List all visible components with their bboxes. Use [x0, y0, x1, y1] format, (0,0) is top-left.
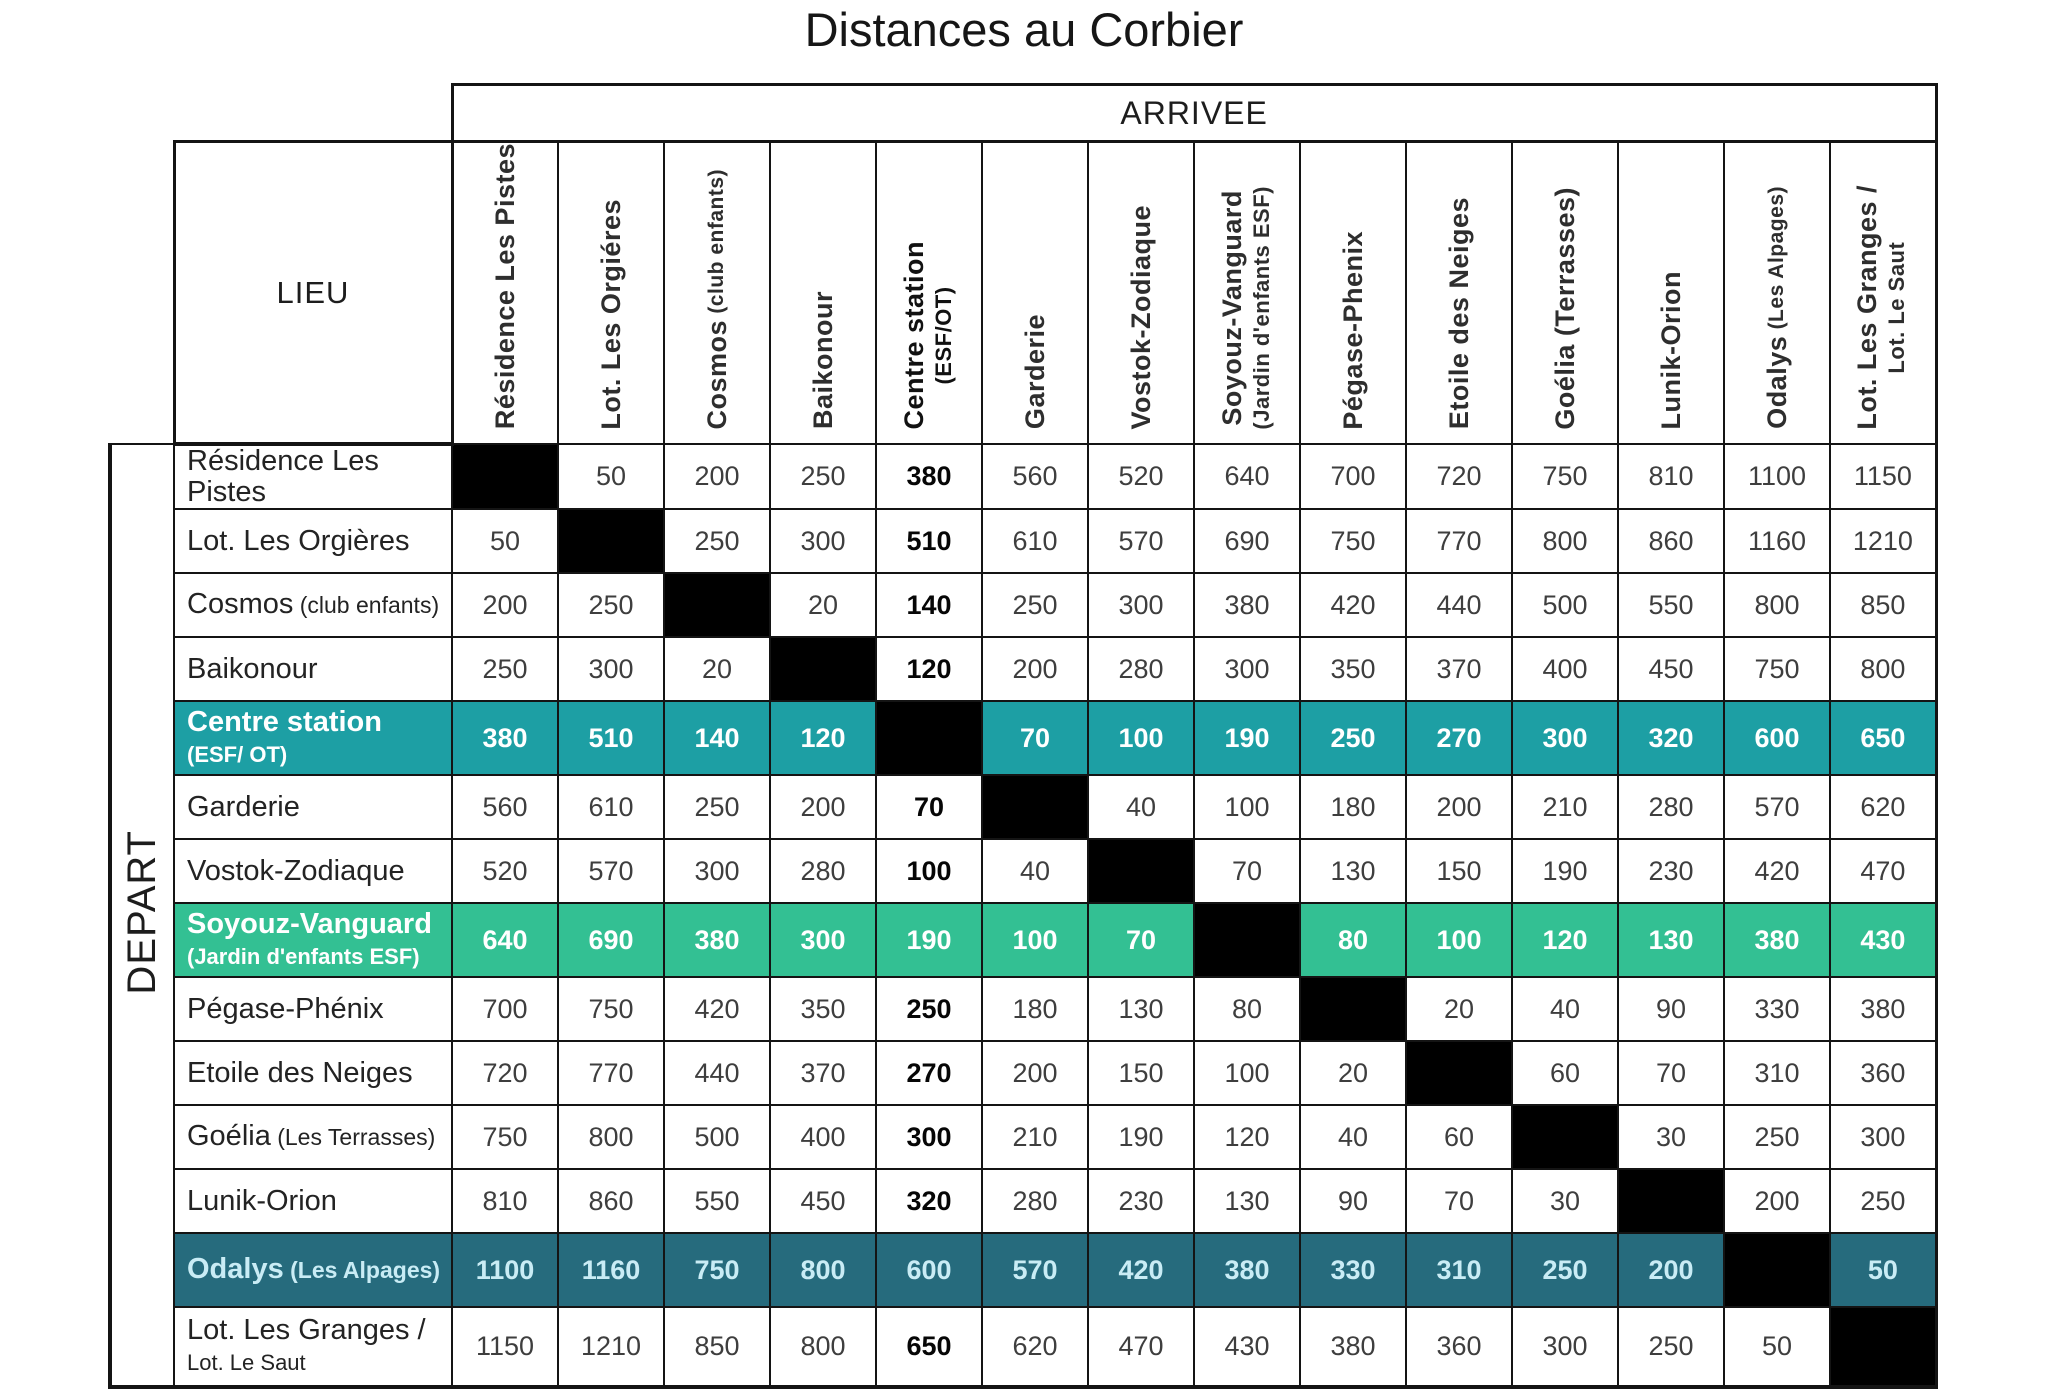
distance-cell: 40 [1300, 1105, 1406, 1169]
distance-cell: 610 [982, 509, 1088, 573]
distance-cell: 800 [770, 1233, 876, 1307]
distance-cell: 1100 [452, 1233, 558, 1307]
diagonal-cell [1088, 839, 1194, 903]
col-header-11: Goélia (Terrasses) [1512, 142, 1618, 445]
distance-cell: 50 [452, 509, 558, 573]
distance-cell: 420 [1724, 839, 1830, 903]
distance-cell: 190 [1194, 701, 1300, 775]
distance-cell: 190 [1512, 839, 1618, 903]
distance-cell: 250 [876, 977, 982, 1041]
col-header-2: Lot. Les Orgiéres [558, 142, 664, 445]
distance-cell: 150 [1088, 1041, 1194, 1105]
distance-cell: 470 [1088, 1307, 1194, 1387]
distance-cell: 250 [1830, 1169, 1936, 1233]
distance-cell: 500 [664, 1105, 770, 1169]
distance-cell: 100 [1194, 1041, 1300, 1105]
row-label-9: Pégase-Phénix [174, 977, 452, 1041]
distance-cell: 300 [770, 509, 876, 573]
row-label-1: Résidence Les Pistes [174, 444, 452, 509]
distance-cell: 130 [1088, 977, 1194, 1041]
distance-cell: 50 [558, 444, 664, 509]
distance-cell: 50 [1724, 1307, 1830, 1387]
distance-cell: 470 [1830, 839, 1936, 903]
diagonal-cell [982, 775, 1088, 839]
distance-cell: 250 [664, 509, 770, 573]
distance-cell: 90 [1618, 977, 1724, 1041]
distance-cell: 550 [664, 1169, 770, 1233]
distance-cell: 570 [1724, 775, 1830, 839]
distance-cell: 70 [1618, 1041, 1724, 1105]
distance-cell: 380 [1300, 1307, 1406, 1387]
distance-cell: 120 [876, 637, 982, 701]
distance-cell: 700 [1300, 444, 1406, 509]
distance-cell: 20 [1406, 977, 1512, 1041]
matrix-body [110, 444, 1936, 1387]
distance-cell: 200 [1724, 1169, 1830, 1233]
distance-cell: 80 [1194, 977, 1300, 1041]
distance-cell: 20 [1300, 1041, 1406, 1105]
distance-cell: 750 [1512, 444, 1618, 509]
distance-cell: 850 [664, 1307, 770, 1387]
col-header-9: Pégase-Phenix [1300, 142, 1406, 445]
distance-cell: 70 [982, 701, 1088, 775]
table-row [110, 775, 1936, 839]
row-label-11: Goélia (Les Terrasses) [174, 1105, 452, 1169]
distance-cell: 500 [1512, 573, 1618, 637]
distance-cell: 430 [1194, 1307, 1300, 1387]
row-label-3: Cosmos (club enfants) [174, 573, 452, 637]
header-spacer [110, 142, 174, 445]
distance-cell: 520 [1088, 444, 1194, 509]
distance-cell: 810 [452, 1169, 558, 1233]
col-header-13: Odalys (Les Alpages) [1724, 142, 1830, 445]
distance-cell: 360 [1830, 1041, 1936, 1105]
col-header-12: Lunik-Orion [1618, 142, 1724, 445]
distance-cell: 200 [982, 1041, 1088, 1105]
col-header-3: Cosmos (club enfants) [664, 142, 770, 445]
distance-cell: 20 [770, 573, 876, 637]
arrivee-row [110, 85, 1936, 142]
col-header-7: Vostok-Zodiaque [1088, 142, 1194, 445]
distance-cell: 300 [558, 637, 664, 701]
distance-cell: 20 [664, 637, 770, 701]
distance-cell: 100 [876, 839, 982, 903]
distance-cell: 40 [982, 839, 1088, 903]
distance-cell: 1150 [452, 1307, 558, 1387]
distance-cell: 1100 [1724, 444, 1830, 509]
distance-cell: 190 [876, 903, 982, 977]
distance-cell: 700 [452, 977, 558, 1041]
arrivee-header: ARRIVEE [452, 85, 1936, 142]
distance-cell: 250 [664, 775, 770, 839]
distance-cell: 350 [770, 977, 876, 1041]
distance-cell: 100 [1088, 701, 1194, 775]
distance-cell: 330 [1724, 977, 1830, 1041]
diagonal-cell [1406, 1041, 1512, 1105]
distance-cell: 800 [1512, 509, 1618, 573]
top-left-spacer [110, 85, 452, 142]
distance-cell: 140 [876, 573, 982, 637]
distance-cell: 70 [1406, 1169, 1512, 1233]
distance-cell: 280 [1088, 637, 1194, 701]
depart-header: DEPART [110, 444, 174, 1387]
distance-cell: 510 [558, 701, 664, 775]
distance-cell: 800 [1724, 573, 1830, 637]
distance-cell: 300 [1830, 1105, 1936, 1169]
distance-cell: 300 [664, 839, 770, 903]
diagonal-cell [770, 637, 876, 701]
distance-cell: 100 [982, 903, 1088, 977]
distance-cell: 620 [982, 1307, 1088, 1387]
distance-cell: 370 [1406, 637, 1512, 701]
distance-cell: 300 [1088, 573, 1194, 637]
distance-cell: 180 [982, 977, 1088, 1041]
distance-cell: 1210 [1830, 509, 1936, 573]
table-row [110, 509, 1936, 573]
distance-cell: 430 [1830, 903, 1936, 977]
distance-cell: 120 [770, 701, 876, 775]
distance-cell: 420 [664, 977, 770, 1041]
distance-cell: 130 [1300, 839, 1406, 903]
distance-cell: 210 [982, 1105, 1088, 1169]
diagonal-cell [1830, 1307, 1936, 1387]
distance-cell: 550 [1618, 573, 1724, 637]
distance-cell: 250 [1724, 1105, 1830, 1169]
distance-cell: 230 [1088, 1169, 1194, 1233]
distance-cell: 440 [1406, 573, 1512, 637]
distance-cell: 860 [1618, 509, 1724, 573]
distance-cell: 270 [1406, 701, 1512, 775]
distance-cell: 650 [876, 1307, 982, 1387]
distance-cell: 750 [452, 1105, 558, 1169]
distance-cell: 200 [982, 637, 1088, 701]
diagonal-cell [876, 701, 982, 775]
distance-cell: 570 [558, 839, 664, 903]
lieu-header: LIEU [174, 142, 452, 445]
distance-cell: 1150 [1830, 444, 1936, 509]
table-row [110, 444, 1936, 509]
distance-cell: 850 [1830, 573, 1936, 637]
distance-cell: 200 [1406, 775, 1512, 839]
distance-cell: 560 [982, 444, 1088, 509]
distance-cell: 360 [1406, 1307, 1512, 1387]
table-row [110, 1307, 1936, 1387]
distance-cell: 380 [664, 903, 770, 977]
distance-cell: 800 [770, 1307, 876, 1387]
table-row [110, 1041, 1936, 1105]
diagonal-cell [452, 444, 558, 509]
distance-cell: 650 [1830, 701, 1936, 775]
distance-cell: 140 [664, 701, 770, 775]
table-row [110, 573, 1936, 637]
distance-cell: 280 [1618, 775, 1724, 839]
distance-cell: 70 [876, 775, 982, 839]
distance-cell: 300 [770, 903, 876, 977]
row-label-4: Baikonour [174, 637, 452, 701]
row-label-2: Lot. Les Orgières [174, 509, 452, 573]
distance-cell: 130 [1618, 903, 1724, 977]
page-title: Distances au Corbier [804, 3, 1244, 56]
distance-table [108, 83, 1938, 1389]
distance-cell: 720 [452, 1041, 558, 1105]
distance-cell: 250 [1300, 701, 1406, 775]
diagonal-cell [1724, 1233, 1830, 1307]
distance-cell: 370 [770, 1041, 876, 1105]
distance-cell: 300 [1194, 637, 1300, 701]
distance-cell: 1160 [558, 1233, 664, 1307]
distance-cell: 600 [1724, 701, 1830, 775]
diagonal-cell [1300, 977, 1406, 1041]
distance-cell: 80 [1300, 903, 1406, 977]
diagonal-cell [1194, 903, 1300, 977]
table-row [110, 1169, 1936, 1233]
distance-cell: 320 [876, 1169, 982, 1233]
distance-cell: 420 [1300, 573, 1406, 637]
distance-cell: 60 [1512, 1041, 1618, 1105]
distance-cell: 750 [1724, 637, 1830, 701]
distance-cell: 380 [1724, 903, 1830, 977]
diagonal-cell [558, 509, 664, 573]
distance-cell: 750 [664, 1233, 770, 1307]
table-row [110, 701, 1936, 775]
distance-cell: 30 [1618, 1105, 1724, 1169]
distance-cell: 440 [664, 1041, 770, 1105]
row-label-8: Soyouz-Vanguard (Jardin d'enfants ESF) [174, 903, 452, 977]
distance-cell: 270 [876, 1041, 982, 1105]
distance-cell: 120 [1194, 1105, 1300, 1169]
col-header-5: Centre station (ESF/OT) [876, 142, 982, 445]
distance-cell: 380 [452, 701, 558, 775]
diagonal-cell [1618, 1169, 1724, 1233]
distance-cell: 250 [982, 573, 1088, 637]
distance-cell: 150 [1406, 839, 1512, 903]
col-header-4: Baikonour [770, 142, 876, 445]
distance-cell: 640 [452, 903, 558, 977]
col-header-14: Lot. Les Granges / Lot. Le Saut [1830, 142, 1936, 445]
distance-cell: 100 [1194, 775, 1300, 839]
distance-cell: 800 [558, 1105, 664, 1169]
distance-cell: 100 [1406, 903, 1512, 977]
distance-cell: 380 [876, 444, 982, 509]
distance-cell: 250 [1512, 1233, 1618, 1307]
distance-cell: 190 [1088, 1105, 1194, 1169]
distance-cell: 320 [1618, 701, 1724, 775]
distance-cell: 750 [558, 977, 664, 1041]
distance-cell: 300 [876, 1105, 982, 1169]
distance-cell: 380 [1194, 1233, 1300, 1307]
col-header-1: Résidence Les Pistes [452, 142, 558, 445]
row-label-6: Garderie [174, 775, 452, 839]
distance-cell: 250 [558, 573, 664, 637]
distance-cell: 770 [1406, 509, 1512, 573]
col-header-8: Soyouz-Vanguard (Jardin d'enfants ESF) [1194, 142, 1300, 445]
distance-cell: 600 [876, 1233, 982, 1307]
row-label-13: Odalys (Les Alpages) [174, 1233, 452, 1307]
diagonal-cell [664, 573, 770, 637]
distance-cell: 200 [770, 775, 876, 839]
distance-cell: 860 [558, 1169, 664, 1233]
table-row [110, 1105, 1936, 1169]
distance-cell: 560 [452, 775, 558, 839]
distance-cell: 520 [452, 839, 558, 903]
distance-cell: 250 [1618, 1307, 1724, 1387]
row-label-12: Lunik-Orion [174, 1169, 452, 1233]
col-header-6: Garderie [982, 142, 1088, 445]
distance-cell: 50 [1830, 1233, 1936, 1307]
distance-cell: 280 [982, 1169, 1088, 1233]
distance-cell: 130 [1194, 1169, 1300, 1233]
col-header-10: Etoile des Neiges [1406, 142, 1512, 445]
distance-cell: 230 [1618, 839, 1724, 903]
distance-cell: 250 [452, 637, 558, 701]
distance-cell: 510 [876, 509, 982, 573]
table-row [110, 977, 1936, 1041]
row-label-7: Vostok-Zodiaque [174, 839, 452, 903]
row-label-14: Lot. Les Granges / Lot. Le Saut [174, 1307, 452, 1387]
table-row [110, 839, 1936, 903]
distance-cell: 300 [1512, 701, 1618, 775]
distance-cell: 620 [1830, 775, 1936, 839]
distance-cell: 770 [558, 1041, 664, 1105]
distance-cell: 570 [982, 1233, 1088, 1307]
distance-cell: 570 [1088, 509, 1194, 573]
distance-cell: 30 [1512, 1169, 1618, 1233]
distance-cell: 210 [1512, 775, 1618, 839]
table-row [110, 1233, 1936, 1307]
distance-cell: 70 [1088, 903, 1194, 977]
distance-cell: 180 [1300, 775, 1406, 839]
diagonal-cell [1512, 1105, 1618, 1169]
distance-cell: 450 [770, 1169, 876, 1233]
distance-cell: 400 [770, 1105, 876, 1169]
distance-cell: 380 [1194, 573, 1300, 637]
distance-cell: 200 [1618, 1233, 1724, 1307]
table-row [110, 903, 1936, 977]
distance-cell: 750 [1300, 509, 1406, 573]
distance-cell: 70 [1194, 839, 1300, 903]
distance-cell: 310 [1406, 1233, 1512, 1307]
distance-cell: 300 [1512, 1307, 1618, 1387]
distance-cell: 250 [770, 444, 876, 509]
distance-cell: 350 [1300, 637, 1406, 701]
distance-cell: 720 [1406, 444, 1512, 509]
row-label-5: Centre station (ESF/ OT) [174, 701, 452, 775]
distance-cell: 60 [1406, 1105, 1512, 1169]
distance-cell: 120 [1512, 903, 1618, 977]
distance-cell: 610 [558, 775, 664, 839]
distance-cell: 90 [1300, 1169, 1406, 1233]
distance-cell: 200 [452, 573, 558, 637]
column-header-row [110, 142, 1936, 445]
distance-cell: 330 [1300, 1233, 1406, 1307]
distance-cell: 800 [1830, 637, 1936, 701]
distance-cell: 280 [770, 839, 876, 903]
distance-cell: 690 [558, 903, 664, 977]
distance-cell: 810 [1618, 444, 1724, 509]
distance-cell: 380 [1830, 977, 1936, 1041]
distance-cell: 640 [1194, 444, 1300, 509]
distance-cell: 690 [1194, 509, 1300, 573]
distance-cell: 310 [1724, 1041, 1830, 1105]
distance-cell: 420 [1088, 1233, 1194, 1307]
distance-cell: 40 [1088, 775, 1194, 839]
distance-cell: 450 [1618, 637, 1724, 701]
row-label-10: Etoile des Neiges [174, 1041, 452, 1105]
distance-cell: 400 [1512, 637, 1618, 701]
distance-cell: 40 [1512, 977, 1618, 1041]
distance-cell: 200 [664, 444, 770, 509]
distance-cell: 1160 [1724, 509, 1830, 573]
table-row [110, 637, 1936, 701]
distance-cell: 1210 [558, 1307, 664, 1387]
